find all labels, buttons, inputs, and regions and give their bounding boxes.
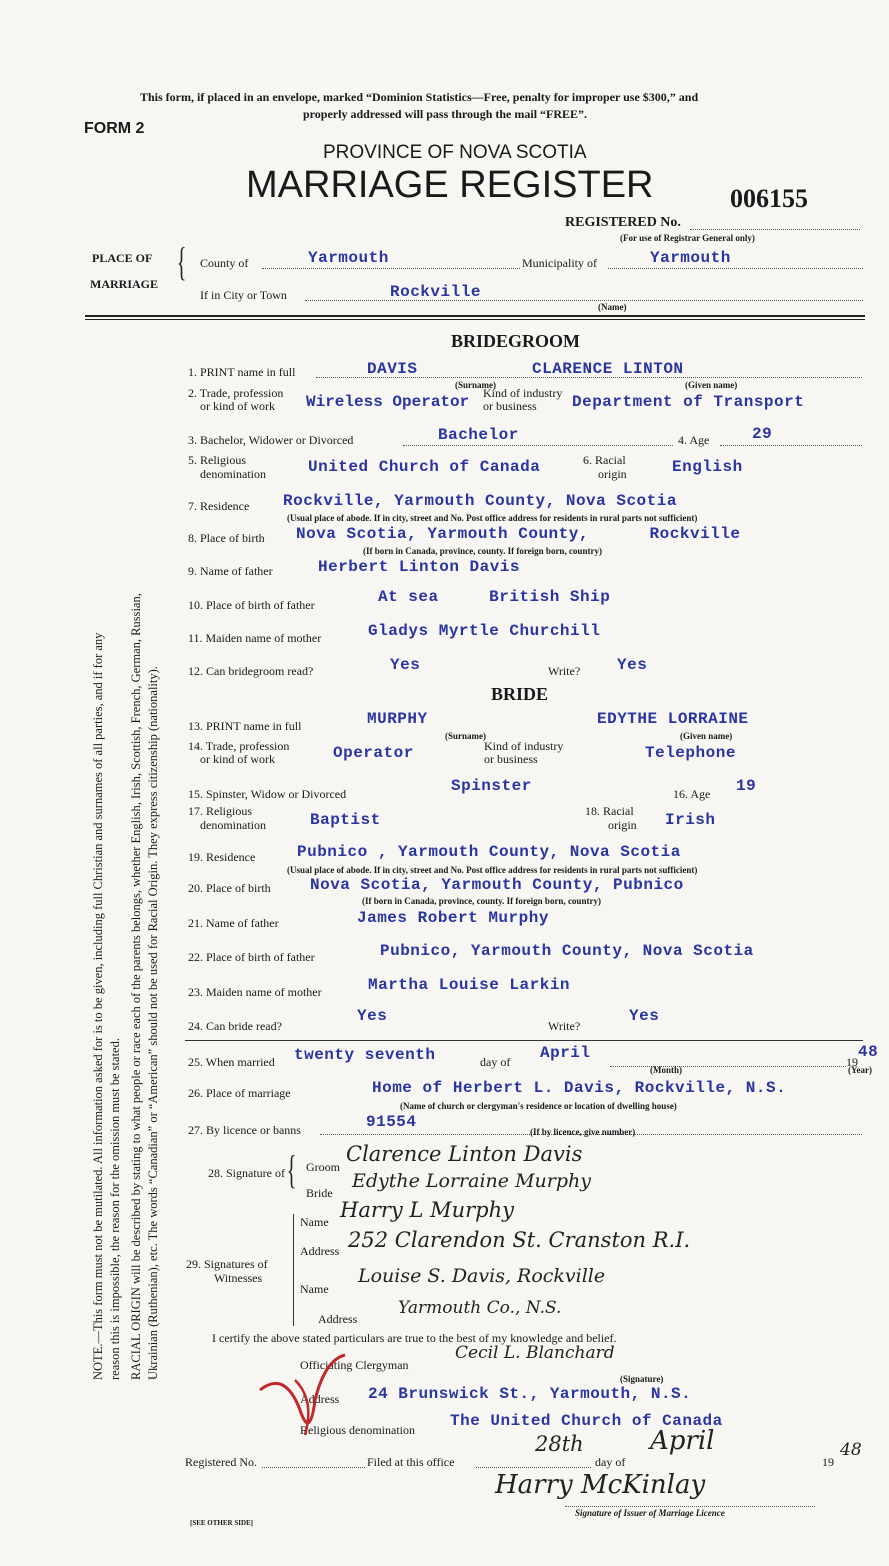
signature-caption: (Signature): [620, 1374, 664, 1384]
groom-mother-label: 11. Maiden name of mother: [188, 631, 322, 645]
marriage-month: April: [540, 1044, 591, 1062]
bride-business-label: or business: [484, 752, 538, 766]
county-value: Yarmouth: [308, 249, 389, 267]
day-of-label: day of: [480, 1055, 511, 1069]
groom-name-label: 1. PRINT name in full: [188, 365, 296, 379]
bride-write-label: Write?: [548, 1019, 581, 1033]
bride-industry-label: Kind of industry: [484, 739, 564, 753]
bride-write: Yes: [629, 1007, 660, 1025]
bride-status: Spinster: [451, 777, 532, 795]
filed-month: April: [650, 1426, 715, 1456]
groom-given-name: CLARENCE LINTON: [532, 360, 684, 378]
bride-signature: Edythe Lorraine Murphy: [352, 1170, 591, 1192]
year-caption: (Year): [848, 1065, 872, 1075]
registered-no-label: Registered No.: [185, 1455, 257, 1469]
bride-father: James Robert Murphy: [357, 909, 549, 927]
bride-surname: MURPHY: [367, 710, 428, 728]
groom-birth-label: 8. Place of birth: [188, 531, 265, 545]
witness2-address-label: Address: [318, 1312, 358, 1326]
witness2-name: Louise S. Davis, Rockville: [358, 1265, 606, 1287]
groom-trade: Wireless Operator: [306, 393, 470, 411]
bride-birth-label: 20. Place of birth: [188, 881, 271, 895]
surname-caption: (Surname): [455, 380, 496, 390]
groom-industry-label: Kind of industry: [483, 386, 563, 400]
bride-given-name: EDYTHE LORRAINE: [597, 710, 749, 728]
groom-racial-label2: origin: [598, 467, 627, 481]
municipality-value: Yarmouth: [650, 249, 731, 267]
groom-read-label: 12. Can bridegroom read?: [188, 664, 314, 678]
bride-racial-label2: origin: [608, 818, 637, 832]
born-caption: (If born in Canada, province, county. If foreign born, country): [363, 546, 602, 556]
registered-no-note: (For use of Registrar General only): [620, 233, 755, 243]
bride-trade-label2: or kind of work: [200, 752, 275, 766]
groom-mother: Gladys Myrtle Churchill: [368, 622, 601, 640]
bride-read: Yes: [357, 1007, 388, 1025]
bride-age-label: 16. Age: [673, 787, 711, 801]
place-caption: (Name of church or clergyman's residence or location of dwelling house): [400, 1101, 677, 1111]
groom-father: Herbert Linton Davis: [318, 558, 521, 576]
groom-age-label: 4. Age: [678, 433, 710, 447]
place-of-label: PLACE OF: [92, 251, 153, 265]
groom-business-label: or business: [483, 399, 537, 413]
bride-read-label: 24. Can bride read?: [188, 1019, 282, 1033]
name-caption: (Name): [598, 302, 627, 312]
bride-age: 19: [736, 777, 757, 795]
born-caption: (If born in Canada, province, county. If foreign born, country): [362, 896, 601, 906]
county-label: County of: [200, 256, 249, 270]
bride-racial-label: 18. Racial: [585, 804, 634, 818]
province-title: PROVINCE OF NOVA SCOTIA: [323, 142, 587, 163]
groom-father-birth-label: 10. Place of birth of father: [188, 598, 315, 612]
witness2-name-label: Name: [300, 1282, 329, 1296]
witness1-address: 252 Clarendon St. Cranston R.I.: [348, 1228, 691, 1252]
groom-surname: DAVIS: [367, 360, 418, 378]
filed-year: 48: [840, 1440, 862, 1460]
bride-trade-label: 14. Trade, profession: [188, 739, 290, 753]
see-other-side: [SEE OTHER SIDE]: [190, 1519, 254, 1527]
groom-signature: Clarence Linton Davis: [346, 1142, 583, 1166]
place-of-marriage: Home of Herbert L. Davis, Rockville, N.S.: [372, 1079, 787, 1097]
page-title: MARRIAGE REGISTER: [246, 164, 654, 206]
groom-father-birth: At sea British Ship: [378, 588, 611, 606]
double-rule: [85, 315, 865, 320]
serial-number: 006155: [730, 184, 808, 213]
bride-mother: Martha Louise Larkin: [368, 976, 571, 994]
clergyman-label: Officiating Clergyman: [300, 1358, 409, 1372]
note-line4: Ukrainian (Ruthenian), etc. The words “Canadian” or “American” should not be used for Racial Origin. They express citizenship (nationality).: [146, 666, 160, 1380]
groom-birth: Nova Scotia, Yarmouth County, Rockville: [296, 525, 741, 543]
filed-day: 28th: [535, 1432, 584, 1456]
witness1-name-label: Name: [300, 1215, 329, 1229]
bride-status-label: 15. Spinster, Widow or Divorced: [188, 787, 347, 801]
marriage-day: twenty seventh: [294, 1046, 436, 1064]
signature-of-label: 28. Signature of: [208, 1166, 285, 1180]
groom-racial-label: 6. Racial: [583, 453, 626, 467]
filed-day-of-label: day of: [595, 1455, 626, 1469]
groom-residence: Rockville, Yarmouth County, Nova Scotia: [283, 492, 677, 510]
bride-religion: Baptist: [310, 811, 381, 829]
groom-sig-label: Groom: [306, 1160, 340, 1174]
licence-number: 91554: [366, 1113, 417, 1131]
bride-name-label: 13. PRINT name in full: [188, 719, 302, 733]
form-number: FORM 2: [84, 120, 145, 137]
groom-status-label: 3. Bachelor, Widower or Divorced: [188, 433, 354, 447]
when-married-label: 25. When married: [188, 1055, 275, 1069]
bride-father-birth-label: 22. Place of birth of father: [188, 950, 315, 964]
bride-sig-label: Bride: [306, 1186, 333, 1200]
witness1-name: Harry L Murphy: [340, 1198, 514, 1222]
groom-read: Yes: [390, 656, 421, 674]
abode-caption: (Usual place of abode. If in city, street and No. Post office address for residents in rural parts not sufficient): [287, 513, 698, 523]
filed-label: Filed at this office: [367, 1455, 455, 1469]
groom-trade-label2: or kind of work: [200, 399, 275, 413]
marriage-label: MARRIAGE: [90, 277, 158, 291]
clergyman-signature: Cecil L. Blanchard: [455, 1343, 615, 1363]
city-value: Rockville: [390, 283, 481, 301]
witness2-address: Yarmouth Co., N.S.: [398, 1298, 562, 1318]
bride-residence: Pubnico , Yarmouth County, Nova Scotia: [297, 843, 681, 861]
groom-racial: English: [672, 458, 743, 476]
bride-religion-label: 17. Religious: [188, 804, 253, 818]
denomination-label: Religious denomination: [300, 1423, 415, 1437]
groom-trade-label: 2. Trade, profession: [188, 386, 284, 400]
place-brace: {: [176, 239, 187, 284]
surname-caption: (Surname): [445, 731, 486, 741]
certification-text: I certify the above stated particulars are true to the best of my knowledge and belief.: [212, 1331, 617, 1345]
witness1-address-label: Address: [300, 1244, 340, 1258]
side-note: [90, 420, 170, 1380]
bride-trade: Operator: [333, 744, 414, 762]
bride-father-label: 21. Name of father: [188, 916, 279, 930]
bride-mother-label: 23. Maiden name of mother: [188, 985, 322, 999]
groom-religion-label2: denomination: [200, 467, 266, 481]
note-line3: RACIAL ORIGIN will be described by stating to what people or race each of the parents belongs, whether English, Irish, Scottish, French, German, Russian,: [129, 593, 143, 1380]
bride-father-birth: Pubnico, Yarmouth County, Nova Scotia: [380, 942, 754, 960]
place-of-marriage-label: 26. Place of marriage: [188, 1086, 291, 1100]
bride-residence-label: 19. Residence: [188, 850, 256, 864]
marriage-year: 48: [858, 1043, 879, 1061]
witness-bracket: [293, 1214, 294, 1326]
groom-status: Bachelor: [438, 426, 519, 444]
witnesses-label2: Witnesses: [214, 1271, 263, 1285]
given-name-caption: (Given name): [680, 731, 733, 741]
witnesses-label: 29. Signatures of: [186, 1257, 268, 1271]
bride-religion-label2: denomination: [200, 818, 266, 832]
issuer-signature: Harry McKinlay: [495, 1470, 706, 1500]
groom-religion: United Church of Canada: [308, 458, 541, 476]
mail-notice-line2: properly addressed will pass through the mail “FREE”.: [303, 107, 588, 121]
filed-century: 19: [822, 1455, 834, 1469]
clergy-address-label: Address: [300, 1392, 340, 1406]
marriage-century: 19: [846, 1055, 858, 1069]
red-checkmark: [255, 1350, 365, 1440]
bride-birth: Nova Scotia, Yarmouth County, Pubnico: [310, 876, 684, 894]
bride-industry: Telephone: [645, 744, 736, 762]
note-line1: NOTE.—This form must not be mutilated. All information asked for is to be given, including full Christian and surnames of all parties, and if for any: [91, 632, 105, 1380]
issuer-caption: Signature of Issuer of Marriage Licence: [575, 1508, 725, 1518]
month-caption: (Month): [650, 1065, 682, 1075]
licence-caption: (If by licence, give number): [530, 1127, 636, 1137]
mail-notice-line1: This form, if placed in an envelope, marked “Dominion Statistics—Free, penalty for improper use $300,” and: [140, 90, 699, 104]
divider: [185, 1040, 863, 1041]
bride-racial: Irish: [665, 811, 716, 829]
groom-industry: Department of Transport: [572, 393, 805, 411]
licence-label: 27. By licence or banns: [188, 1123, 301, 1137]
bridegroom-heading: BRIDEGROOM: [451, 331, 581, 351]
groom-religion-label: 5. Religious: [188, 453, 247, 467]
registered-no-label: REGISTERED No.: [565, 215, 681, 230]
abode-caption: (Usual place of abode. If in city, street and No. Post office address for residents in rural parts not sufficient): [287, 865, 698, 875]
groom-write-label: Write?: [548, 664, 581, 678]
denomination: The United Church of Canada: [450, 1412, 723, 1430]
city-label: If in City or Town: [200, 288, 287, 302]
given-name-caption: (Given name): [685, 380, 738, 390]
municipality-label: Municipality of: [522, 256, 597, 270]
note-line2: reason this is impossible, the reason for the omission must be stated.: [108, 1038, 122, 1380]
groom-residence-label: 7. Residence: [188, 499, 250, 513]
groom-write: Yes: [617, 656, 648, 674]
groom-father-label: 9. Name of father: [188, 564, 273, 578]
groom-age: 29: [752, 425, 773, 443]
bride-heading: BRIDE: [491, 684, 549, 704]
clergy-address: 24 Brunswick St., Yarmouth, N.S.: [368, 1385, 692, 1403]
signature-brace: {: [286, 1147, 297, 1192]
